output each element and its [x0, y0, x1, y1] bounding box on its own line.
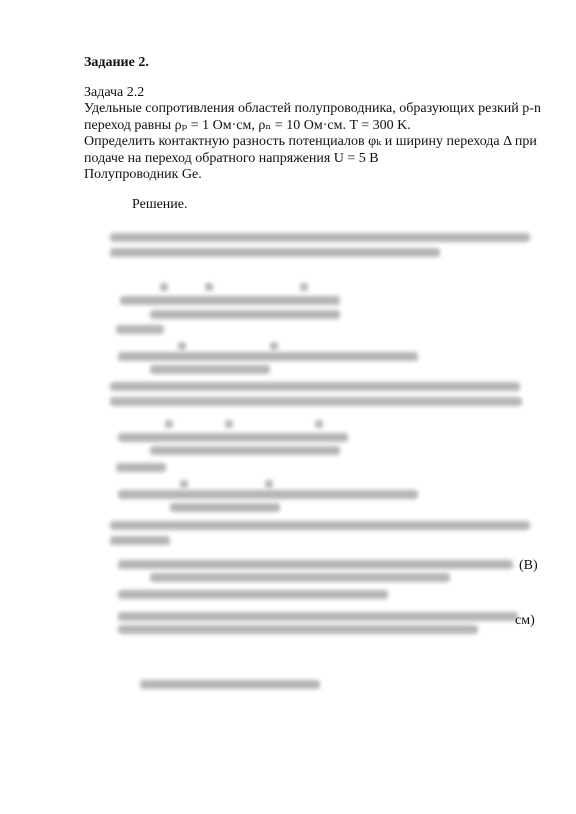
blurred-formula — [118, 612, 518, 621]
statement-line: переход равны ρₚ = 1 Ом·см, ρₙ = 10 Ом·см. T = 300 K. — [84, 117, 411, 133]
blurred-formula — [120, 296, 340, 305]
statement-line: подаче на переход обратного напряжения U = 5 В — [84, 150, 379, 166]
solution-title: Решение. — [132, 197, 188, 212]
blurred-text-line — [116, 463, 166, 472]
task-number: Задача 2.2 — [84, 85, 145, 100]
blurred-text-line — [110, 521, 530, 530]
blurred-text-line — [110, 397, 522, 406]
statement-line: Определить контактную разность потенциалов φₖ и ширину перехода Δ при — [84, 134, 537, 149]
unit-cm-label: см) — [515, 613, 535, 628]
blurred-formula — [150, 573, 450, 582]
blurred-formula — [118, 490, 418, 499]
blurred-text-line — [110, 248, 440, 257]
blurred-formula-mark — [165, 420, 173, 428]
blurred-formula-mark — [180, 480, 188, 488]
blurred-formula-mark — [300, 283, 308, 291]
blurred-formula — [150, 365, 270, 374]
blurred-text-line — [110, 233, 530, 242]
blurred-formula-mark — [315, 420, 323, 428]
blurred-text-line — [110, 536, 170, 545]
statement-line: Удельные сопротивления областей полупроводника, образующих резкий p-n — [84, 101, 541, 116]
blurred-text-line — [116, 325, 164, 334]
blurred-formula-mark — [160, 283, 168, 291]
blurred-formula — [118, 625, 478, 634]
blurred-result — [140, 680, 320, 689]
blurred-formula-mark — [265, 480, 273, 488]
statement-line: Полупроводник Ge. — [84, 167, 202, 182]
blurred-formula-mark — [178, 342, 186, 350]
blurred-formula-mark — [270, 342, 278, 350]
blurred-text-line — [110, 382, 520, 391]
blurred-text-line — [118, 590, 388, 599]
blurred-formula — [150, 446, 340, 455]
blurred-formula — [118, 352, 418, 361]
blurred-formula — [170, 503, 280, 512]
blurred-formula — [118, 560, 513, 569]
blurred-formula — [150, 310, 340, 319]
problem-statement — [84, 101, 544, 184]
unit-volts-label: (В) — [519, 558, 538, 573]
blurred-formula — [118, 433, 348, 442]
blurred-formula-mark — [205, 283, 213, 291]
blurred-formula-mark — [225, 420, 233, 428]
assignment-heading: Задание 2. — [84, 55, 149, 70]
